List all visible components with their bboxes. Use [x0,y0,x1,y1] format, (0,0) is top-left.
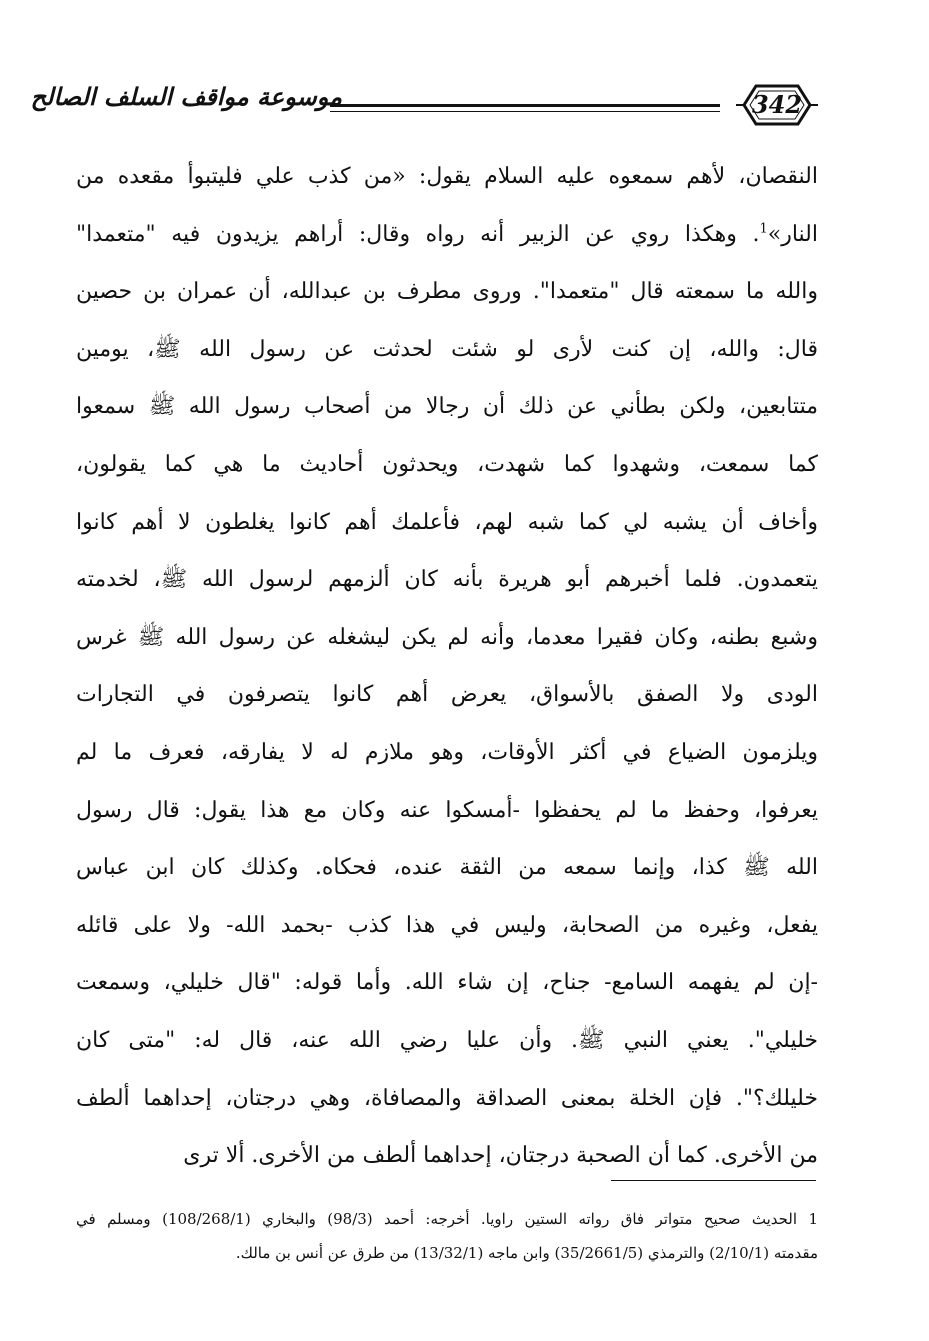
footnote-line-1: 1 الحديث صحيح متواتر فاق رواته الستين راويا. أخرجه: أحمد (98/3) والبخاري (108/268/1) ومسلم في [76,1210,818,1228]
footnote-marker[interactable]: 1 [759,221,768,237]
footnote-reference [76,222,818,247]
page-number-badge [734,80,820,130]
text-line-4: قال: والله، إن كنت لأرى لو شئت لحدثت عن رسول الله ﷺ، يومين [76,336,818,362]
header-rule-thin [330,111,720,112]
book-title: موسوعة مواقف السلف الصالح [30,82,342,111]
footnote-line-2: مقدمته (2/10/1) والترمذي (35/2661/5) وابن ماجه (13/32/1) من طرق عن أنس بن مالك. [235,1244,818,1262]
text-line-11: ويلزمون الضياع في أكثر الأوقات، وهو ملازم له لا يفارقه، فعرف ما لم [76,739,818,765]
page-header [30,74,822,138]
text-line-1: النقصان، لأهم سمعوه عليه السلام يقول: «من كذب علي فليتبوأ مقعده من [76,164,818,189]
text-line-8: يتعمدون. فلما أخبرهم أبو هريرة بأنه كان ألزمهم لرسول الله ﷺ، لخدمته [76,567,818,593]
text-line-12: يعرفوا، وحفظ ما لم يحفظوا -أمسكوا عنه وكان مع هذا يقول: قال رسول [76,797,818,823]
text-line-13: الله ﷺ كذا، وإنما سمعه من الثقة عنده، فحكاه. وكذلك كان ابن عباس [76,855,818,881]
text-line-3: والله ما سمعته قال "متعمدا". وروى مطرف بن عبدالله، أن عمران بن حصين [76,279,818,305]
footnotes [76,1202,818,1270]
text-line-10: الودى ولا الصفق بالأسواق، يعرض أهم كانوا يتصرفون في التجارات [76,682,818,708]
text-line-7: وأخاف أن يشبه لي كما شبه لهم، فأعلمك أهم كانوا يغلطون لا أهم كانوا [76,509,818,535]
main-text [76,148,818,1185]
text-line-2-content: النار»$^1$. وهكذا روي عن الزبير أنه رواه وقال: أراهم يزيدون فيه "متعمدا" [76,221,818,247]
text-line-2 [76,206,818,264]
text-line-16: خليلي". يعني النبي ﷺ. وأن عليا رضي الله عنه، قال له: "متى كان [76,1027,818,1053]
text-line-6: كما سمعت، وشهدوا كما شهدت، ويحدثون أحاديث ما هي كما يقولون، [76,451,818,477]
page-number: 342 [751,90,803,119]
text-line-5: متتابعين، ولكن بطأني عن ذلك أن رجالا من أصحاب رسول الله ﷺ سمعوا [76,394,818,420]
text-line-18: من الأخرى. كما أن الصحبة درجتان، إحداهما ألطف من الأخرى. ألا ترى [183,1143,818,1169]
text-line-14: يفعل، وغيره من الصحابة، وليس في هذا كذب -بحمد الله- ولا على قائله [76,912,818,938]
text-line-15: -إن لم يفهمه السامع- جناح، إن شاء الله. وأما قوله: "قال خليلي، وسمعت [76,970,818,996]
text-line-17: خليلك؟". فإن الخلة بمعنى الصداقة والمصافاة، وهي درجتان، إحداهما ألطف [76,1085,818,1111]
footnote-separator [611,1180,816,1181]
text-line-9: وشبع بطنه، وكان فقيرا معدما، وأنه لم يكن ليشغله عن رسول الله ﷺ غرس [76,624,818,650]
header-rule-thick [330,104,720,107]
